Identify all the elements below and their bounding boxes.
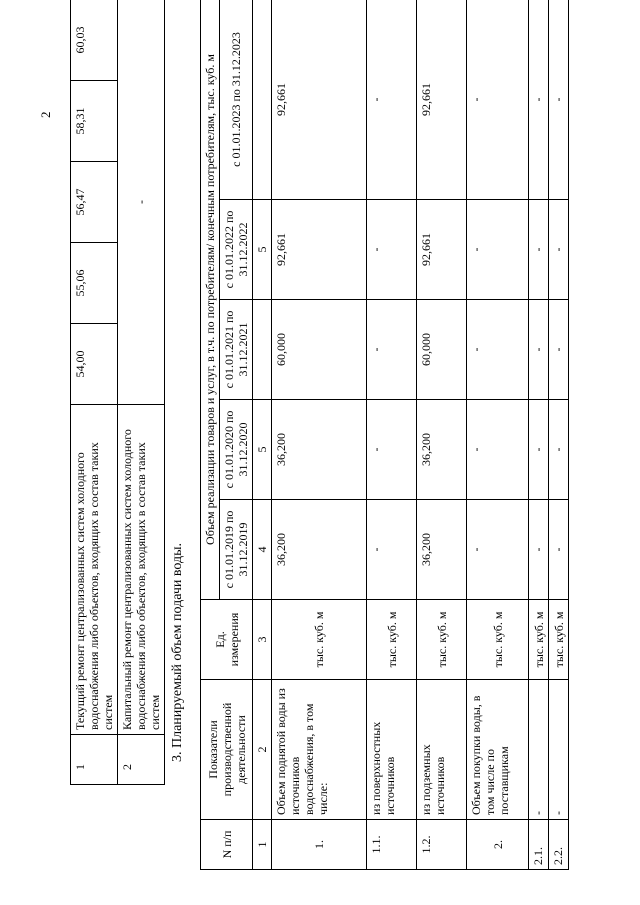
value-cell: - (529, 200, 549, 300)
table-row (272, 0, 367, 870)
row-unit: тыс. куб. м (367, 600, 417, 680)
index-cell: 5 (253, 200, 272, 300)
value-cell: 58,31 (71, 81, 118, 162)
value-cell: 60,000 (417, 300, 467, 400)
value-cell: - (529, 500, 549, 600)
value-cell: 36,200 (272, 500, 367, 600)
header-period: с 01.01.2020 по 31.12.2020 (220, 400, 253, 500)
row-unit: тыс. куб. м (272, 600, 367, 680)
header-group: Объем реализации товаров и услуг, в т.ч. по потребителям/ конечным потребителям, тыс. куб. м (201, 0, 220, 600)
header-period: с 01.01.2019 по 31.12.2019 (220, 500, 253, 600)
row-number: 1.2. (417, 820, 467, 870)
value-cell: 55,06 (71, 243, 118, 324)
header-period: с 01.01.2021 по 31.12.2021 (220, 300, 253, 400)
value-cell: - (529, 0, 549, 200)
value-cell: - (549, 400, 569, 500)
row-number: 2 (118, 735, 165, 785)
table-row (467, 0, 529, 870)
value-cell: 92,661 (417, 0, 467, 200)
table-row (549, 0, 569, 870)
value-cell: - (467, 500, 529, 600)
value-cell: 54,00 (71, 324, 118, 405)
index-cell (253, 0, 272, 200)
index-cell: 4 (253, 500, 272, 600)
value-cell: 92,661 (272, 0, 367, 200)
value-cell: - (467, 200, 529, 300)
row-unit: тыс. куб. м (467, 600, 529, 680)
value-cell: - (467, 400, 529, 500)
row-number: 2.2. (549, 820, 569, 870)
value-cell: 36,200 (417, 500, 467, 600)
row-indicator: из поверхностных источников (367, 680, 417, 820)
row-number: 1 (71, 735, 118, 785)
index-cell: 3 (253, 600, 272, 680)
value-cell: - (367, 400, 417, 500)
table-row (417, 0, 467, 870)
value-cell: 60,03 (71, 0, 118, 81)
value-cell: - (367, 200, 417, 300)
value-cell: 60,000 (272, 300, 367, 400)
index-cell: 1 (253, 820, 272, 870)
value-cell: 92,661 (417, 200, 467, 300)
value-cell: - (549, 200, 569, 300)
row-unit: тыс. куб. м (529, 600, 549, 680)
value-cell: 56,47 (71, 162, 118, 243)
header-indicator: Показатели производственной деятельности (201, 680, 253, 820)
header-n: N п/п (201, 820, 253, 870)
value-cell: - (549, 0, 569, 200)
index-cell (253, 300, 272, 400)
row-unit: тыс. куб. м (417, 600, 467, 680)
header-period: с 01.01.2022 по 31.12.2022 (220, 200, 253, 300)
index-cell: 2 (253, 680, 272, 820)
header-row (201, 0, 220, 870)
value-cell: 36,200 (417, 400, 467, 500)
value-cell: - (549, 500, 569, 600)
row-description: Капитальный ремонт централизованных систем холодного водоснабжения либо объектов, входящих в состав таких систем (118, 405, 165, 735)
rotated-document-page (38, 0, 580, 880)
table-row (529, 0, 549, 870)
value-cell: - (367, 300, 417, 400)
water-supply-table (200, 0, 569, 870)
table-row (118, 0, 165, 785)
value-cell: - (529, 300, 549, 400)
header-period: с 01.01.2023 по 31.12.2023 (220, 0, 253, 200)
value-cell: - (467, 300, 529, 400)
value-cell: - (367, 500, 417, 600)
index-row (253, 0, 272, 870)
value-cell: - (467, 0, 529, 200)
row-indicator: Объем покупки воды, в том числе по поставщикам (467, 680, 529, 820)
page-number: 2 (38, 111, 53, 118)
value-cell: 92,661 (272, 200, 367, 300)
row-number: 2. (467, 820, 529, 870)
table-row (367, 0, 417, 870)
row-indicator: из подземных источников (417, 680, 467, 820)
row-indicator: - (549, 680, 569, 820)
merged-value-cell: - (118, 0, 165, 405)
value-cell: - (549, 300, 569, 400)
repair-table (70, 0, 165, 785)
value-cell: - (367, 0, 417, 200)
header-unit: Ед. измерения (201, 600, 253, 680)
row-description: Текущий ремонт централизованных систем холодного водоснабжения либо объектов, входящих в состав таких систем (71, 405, 118, 735)
row-number: 1. (272, 820, 367, 870)
section-heading: 3. Планируемый объем подачи воды. (170, 542, 185, 762)
value-cell: - (529, 400, 549, 500)
table-row (71, 0, 118, 785)
row-number: 1.1. (367, 820, 417, 870)
value-cell: 36,200 (272, 400, 367, 500)
row-indicator: - (529, 680, 549, 820)
row-indicator: Объем поднятой воды из источников водоснабжения, в том числе: (272, 680, 367, 820)
index-cell: 5 (253, 400, 272, 500)
row-unit: тыс. куб. м (549, 600, 569, 680)
row-number: 2.1. (529, 820, 549, 870)
